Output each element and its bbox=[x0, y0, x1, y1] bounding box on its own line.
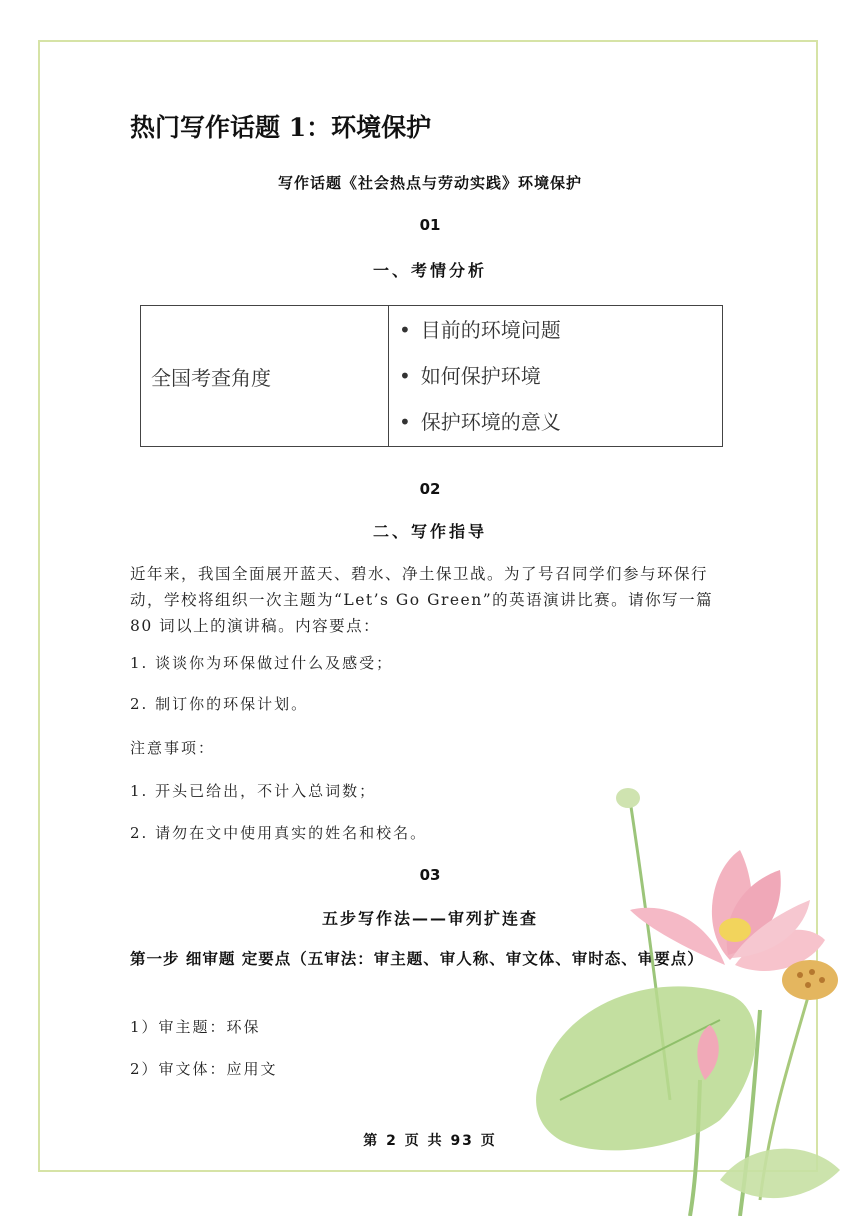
notice-label: 注意事项： bbox=[130, 739, 216, 757]
analysis-item: • 如何保护环境 bbox=[399, 353, 721, 399]
section-heading-guide: 二、写作指导 bbox=[372, 522, 487, 541]
prompt-paragraph: 近年来，我国全面展开蓝天、碧水、净土保卫战。为了号召同学们参与环保行动，学校将组织一次主题为“Let’s Go Green”的英语演讲比赛。请你写一篇 80 词以上的演讲稿。内容要点： bbox=[130, 565, 714, 635]
review-item-1: 1）审主题：环保 bbox=[130, 1018, 261, 1036]
notice-2: 2. 请勿在文中使用真实的姓名和校名。 bbox=[130, 824, 428, 842]
analysis-item: • 保护环境的意义 bbox=[399, 399, 721, 445]
subtitle: 写作话题《社会热点与劳动实践》环境保护 bbox=[277, 174, 582, 192]
lotus-illustration bbox=[520, 780, 860, 1216]
point-1: 1. 谈谈你为环保做过什么及感受； bbox=[130, 654, 394, 672]
step-1-heading: 第一步 细审题 定要点（五审法：审主题、审人称、审文体、审时态、审要点） bbox=[130, 950, 704, 968]
point-2: 2. 制订你的环保计划。 bbox=[130, 695, 309, 713]
notice-1: 1. 开头已给出，不计入总词数； bbox=[130, 782, 377, 800]
review-item-2: 2）审文体：应用文 bbox=[130, 1060, 278, 1078]
page-footer: 第 2 页 共 93 页 bbox=[363, 1133, 497, 1149]
section-heading-method: 五步写作法——审列扩连查 bbox=[321, 909, 538, 928]
analysis-item: • 目前的环境问题 bbox=[399, 307, 721, 353]
analysis-left-cell: 全国考查角度 bbox=[141, 306, 389, 447]
section-number-01: 01 bbox=[419, 216, 441, 234]
analysis-table bbox=[140, 305, 723, 447]
analysis-right-cell bbox=[389, 306, 723, 447]
page-title: 热门写作话题 1：环境保护 bbox=[130, 113, 432, 142]
section-number-03: 03 bbox=[419, 866, 441, 884]
section-number-02: 02 bbox=[419, 480, 441, 498]
section-heading-analysis: 一、考情分析 bbox=[372, 261, 487, 280]
